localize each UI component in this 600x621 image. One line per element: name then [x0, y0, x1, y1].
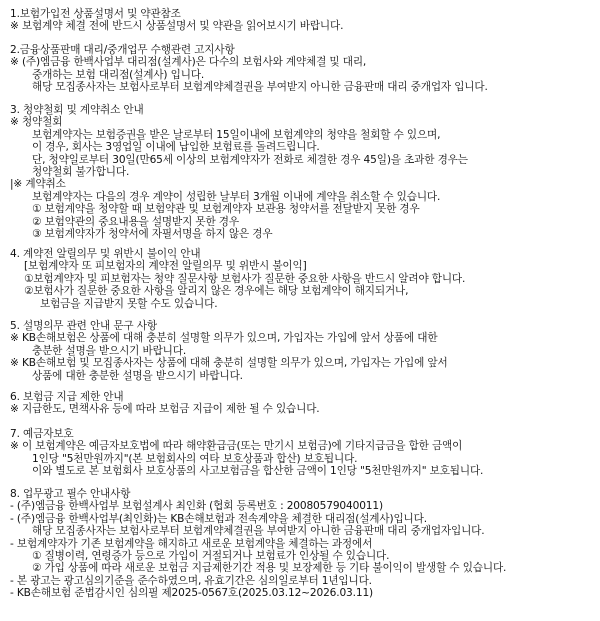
section-8-line: ① 질병이력, 연령증가 등으로 가입이 거절되거나 보험료가 인상될 수 있습니다. [32, 550, 390, 563]
section-3-line: ① 보험계약을 청약할 때 보험약관 및 보험계약자 보관용 청약서를 전달받지 못한 경우 [32, 203, 420, 216]
section-2-line: 중개하는 보험 대리점(설계사) 입니다. [32, 68, 205, 81]
section-3-line: ③ 보험계약자가 청약서에 자필서명을 하지 않은 경우 [32, 228, 273, 241]
section-7-title: 7. 예금자보호 [10, 428, 74, 440]
section-7-line: ※ 이 보험계약은 예금자보호법에 따라 해약환급금(또는 만기시 보험금)에 기타지급금을 합한 금액이 [10, 440, 463, 453]
section-4 [10, 248, 598, 310]
section-8 [10, 488, 598, 600]
section-2-title: 2.금융상품판매 대리/중개업무 수행관련 고지사항 [10, 44, 235, 56]
section-8-line: - 보험계약자가 기존 보험계약을 해지하고 새로운 보험계약을 체결하는 과정에서 [10, 537, 373, 550]
section-8-line: ② 가입 상품에 따라 새로운 보험금 지급제한기간 적용 및 보장제한 등 기타 불이익이 발생할 수 있습니다. [32, 562, 507, 575]
section-5-line: ※ KB손해보험은 상품에 대해 충분히 설명할 의무가 있으며, 가입자는 가입에 앞서 상품에 대한 [10, 332, 438, 345]
section-6-line: ※ 지급한도, 면책사유 등에 따라 보험금 지급이 제한 될 수 있습니다. [10, 403, 320, 416]
section-8-title: 8. 업무광고 필수 안내사항 [10, 488, 131, 500]
section-4-title: 4. 계약전 알릴의무 및 위반시 불이익 안내 [10, 248, 201, 260]
section-1-line: ※ 보험계약 체결 전에 반드시 상품설명서 및 약관을 읽어보시기 바랍니다. [10, 20, 344, 33]
section-4-line: ①보험계약자 및 피보험자는 청약 질문사항 보험사가 질문한 중요한 사항을 반드시 알려야 합니다. [24, 272, 466, 285]
section-1 [10, 8, 598, 33]
section-3-line: 단, 청약일로부터 30일(만65세 이상의 보험계약자가 전화로 체결한 경우 45일)을 초과한 경우는 [32, 153, 468, 166]
section-5 [10, 320, 598, 382]
section-2 [10, 44, 598, 94]
section-3-line: ② 보험약관의 중요내용을 설명받지 못한 경우 [32, 215, 239, 228]
section-5-title: 5. 설명의무 관련 안내 문구 사항 [10, 320, 157, 332]
section-3 [10, 104, 598, 240]
section-5-line: ※ KB손해보험 및 모집종사자는 상품에 대해 충분히 설명할 의무가 있으며, 가입자는 가입에 앞서 [10, 357, 448, 370]
section-3-title: 3. 청약철회 및 계약취소 안내 [10, 104, 144, 116]
section-3-line: 보험계약자는 다음의 경우 계약이 성립한 날부터 3개월 이내에 계약을 취소할 수 있습니다. [32, 190, 441, 203]
section-8-line: - (주)엠금융 한백사업부 보험설계사 최인화 (협회 등록번호 : 20080579040011) [10, 500, 383, 513]
section-8-line: - 본 광고는 광고심의기준을 준수하였으며, 유효기간은 심의일로부터 1년입니다. [10, 574, 372, 587]
section-4-line: ②보험사가 질문한 중요한 사항을 알리지 않은 경우에는 해당 보험계약이 해지되거나, [24, 285, 409, 298]
section-2-line: ※ (주)엠금융 한백사업부 대리점(설계사)은 다수의 보험사와 계약체결 및 대리, [10, 56, 367, 69]
section-7 [10, 428, 598, 478]
section-8-line: - KB손해보험 준법감시인 심의필 제2025-0567호(2025.03.12~2026.03.11) [10, 587, 374, 600]
section-3-line: 보험계약자는 보험증권을 받은 날로부터 15일이내에 보험계약의 청약을 철회할 수 있으며, [32, 128, 441, 141]
section-2-line: 해당 모집종사자는 보험사로부터 보험계약체결권을 부여받지 아니한 금융판매 대리 중개업자 입니다. [32, 81, 488, 94]
section-6 [10, 391, 598, 416]
section-8-line: 해당 모집종사자는 보험사로부터 보험계약체결권을 부여받지 아니한 금융판매 대리 중개업자입니다. [32, 525, 485, 538]
section-3-line: 이 경우, 회사는 3영업일 이내에 납입한 보험료를 돌려드립니다. [32, 141, 320, 154]
section-6-title: 6. 보험금 지급 제한 안내 [10, 391, 124, 403]
section-3-line: 청약철회 불가합니다. [32, 166, 130, 179]
section-7-line: 이와 별도로 본 보험회사 보호상품의 사고보험금을 합산한 금액이 1인당 "5천만원까지" 보호됩니다. [32, 465, 484, 478]
section-5-line: 충분한 설명을 받으시기 바랍니다. [32, 344, 187, 357]
section-3-line: ※ 청약철회 [10, 116, 63, 129]
section-8-line: - (주)엠금융 한백사업부(최인화)는 KB손해보험과 전속계약을 체결한 대리점(설계사)입니다. [10, 512, 427, 525]
section-3-line: |※ 계약취소 [10, 178, 66, 191]
section-4-line: [보험계약자 또 피보험자의 계약전 알릴의무 및 위반시 불이익] [24, 260, 307, 273]
section-1-title: 1.보험가입전 상품설명서 및 약관참조 [10, 8, 181, 20]
section-4-line: 보험금을 지급받지 못할 수도 있습니다. [40, 297, 218, 310]
section-5-line: 상품에 대한 충분한 설명을 받으시기 바랍니다. [32, 369, 243, 382]
section-7-line: 1인당 "5천만원까지"(본 보험회사의 여타 보호상품과 합산) 보호됩니다. [32, 452, 358, 465]
